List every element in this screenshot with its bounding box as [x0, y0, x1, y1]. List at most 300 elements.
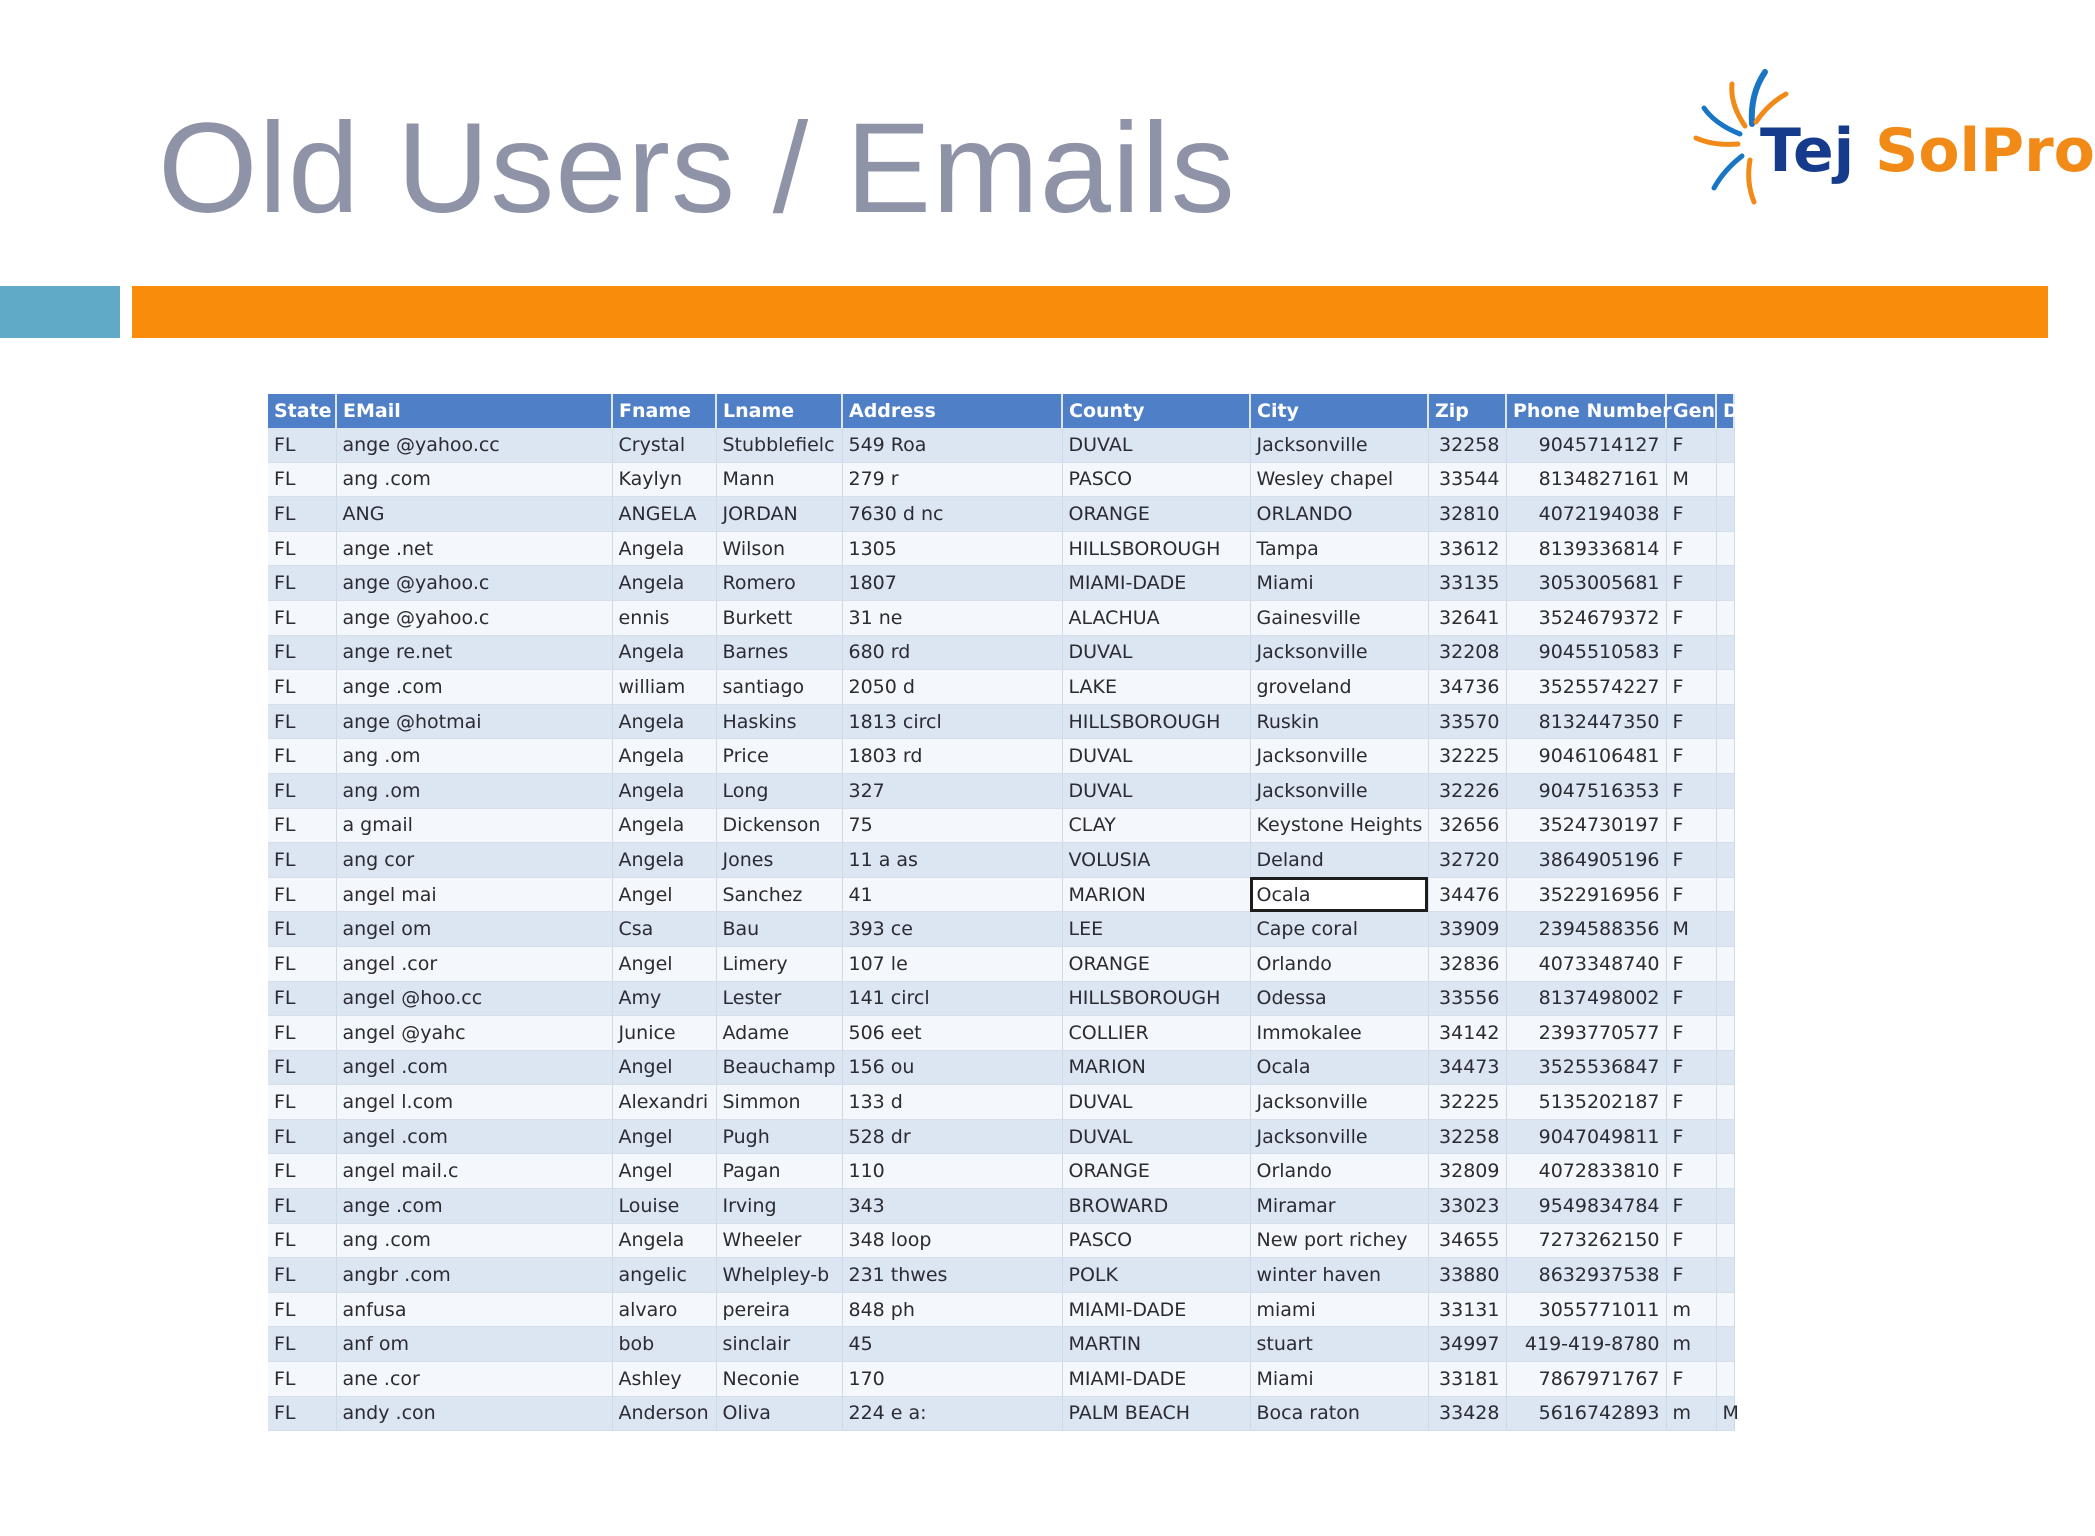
cell-lname[interactable]: Barnes — [716, 635, 842, 670]
cell-lname[interactable]: JORDAN — [716, 497, 842, 532]
cell-address[interactable]: 343 — [842, 1189, 1062, 1224]
cell-phone[interactable]: 9047516353 — [1506, 773, 1666, 808]
cell-extra[interactable] — [1716, 877, 1734, 912]
cell-extra[interactable]: M — [1716, 1396, 1734, 1431]
cell-zip[interactable]: 33570 — [1428, 704, 1506, 739]
cell-phone[interactable]: 9046106481 — [1506, 739, 1666, 774]
cell-county[interactable]: COLLIER — [1062, 1016, 1250, 1051]
cell-state[interactable]: FL — [268, 670, 336, 705]
cell-phone[interactable]: 7273262150 — [1506, 1223, 1666, 1258]
cell-email[interactable]: angel om — [336, 912, 612, 947]
cell-zip[interactable]: 32720 — [1428, 843, 1506, 878]
cell-extra[interactable] — [1716, 1050, 1734, 1085]
cell-email[interactable]: ang .com — [336, 1223, 612, 1258]
cell-zip[interactable]: 33909 — [1428, 912, 1506, 947]
cell-lname[interactable]: Sanchez — [716, 877, 842, 912]
cell-fname[interactable]: Angela — [612, 704, 716, 739]
cell-zip[interactable]: 33023 — [1428, 1189, 1506, 1224]
cell-state[interactable]: FL — [268, 1362, 336, 1397]
cell-phone[interactable]: 2393770577 — [1506, 1016, 1666, 1051]
cell-gender[interactable]: F — [1666, 428, 1716, 462]
cell-gender[interactable]: F — [1666, 1119, 1716, 1154]
cell-address[interactable]: 7630 d nc — [842, 497, 1062, 532]
cell-county[interactable]: ORANGE — [1062, 946, 1250, 981]
cell-zip[interactable]: 32226 — [1428, 773, 1506, 808]
cell-address[interactable]: 1807 — [842, 566, 1062, 601]
cell-extra[interactable] — [1716, 773, 1734, 808]
cell-city[interactable]: Odessa — [1250, 981, 1428, 1016]
cell-city[interactable]: Jacksonville — [1250, 1119, 1428, 1154]
cell-extra[interactable] — [1716, 462, 1734, 497]
cell-county[interactable]: PALM BEACH — [1062, 1396, 1250, 1431]
cell-gender[interactable]: F — [1666, 877, 1716, 912]
cell-fname[interactable]: william — [612, 670, 716, 705]
cell-address[interactable]: 75 — [842, 808, 1062, 843]
cell-email[interactable]: angel mail.c — [336, 1154, 612, 1189]
cell-email[interactable]: angel .com — [336, 1119, 612, 1154]
cell-fname[interactable]: Ashley — [612, 1362, 716, 1397]
cell-extra[interactable] — [1716, 1119, 1734, 1154]
cell-gender[interactable]: F — [1666, 1085, 1716, 1120]
cell-county[interactable]: LAKE — [1062, 670, 1250, 705]
cell-gender[interactable]: F — [1666, 946, 1716, 981]
cell-gender[interactable]: F — [1666, 739, 1716, 774]
cell-city[interactable]: Jacksonville — [1250, 635, 1428, 670]
cell-fname[interactable]: Angel — [612, 1154, 716, 1189]
cell-extra[interactable] — [1716, 497, 1734, 532]
cell-phone[interactable]: 5135202187 — [1506, 1085, 1666, 1120]
cell-lname[interactable]: Stubblefielc — [716, 428, 842, 462]
cell-address[interactable]: 11 a as — [842, 843, 1062, 878]
cell-city[interactable]: Gainesville — [1250, 600, 1428, 635]
cell-lname[interactable]: Dickenson — [716, 808, 842, 843]
cell-address[interactable]: 133 d — [842, 1085, 1062, 1120]
cell-fname[interactable]: Crystal — [612, 428, 716, 462]
cell-phone[interactable]: 9047049811 — [1506, 1119, 1666, 1154]
cell-extra[interactable] — [1716, 1292, 1734, 1327]
cell-county[interactable]: LEE — [1062, 912, 1250, 947]
cell-address[interactable]: 41 — [842, 877, 1062, 912]
cell-state[interactable]: FL — [268, 981, 336, 1016]
cell-county[interactable]: MIAMI-DADE — [1062, 1362, 1250, 1397]
cell-email[interactable]: anf om — [336, 1327, 612, 1362]
cell-city[interactable]: Miramar — [1250, 1189, 1428, 1224]
cell-email[interactable]: ane .cor — [336, 1362, 612, 1397]
cell-zip[interactable]: 32809 — [1428, 1154, 1506, 1189]
cell-fname[interactable]: Angela — [612, 773, 716, 808]
cell-email[interactable]: ange .com — [336, 670, 612, 705]
cell-lname[interactable]: santiago — [716, 670, 842, 705]
cell-phone[interactable]: 8137498002 — [1506, 981, 1666, 1016]
cell-state[interactable]: FL — [268, 773, 336, 808]
cell-zip[interactable]: 33428 — [1428, 1396, 1506, 1431]
cell-email[interactable]: ange .net — [336, 531, 612, 566]
cell-address[interactable]: 327 — [842, 773, 1062, 808]
cell-extra[interactable] — [1716, 912, 1734, 947]
cell-extra[interactable] — [1716, 1189, 1734, 1224]
cell-gender[interactable]: F — [1666, 1189, 1716, 1224]
cell-county[interactable]: MARION — [1062, 877, 1250, 912]
cell-address[interactable]: 231 thwes — [842, 1258, 1062, 1293]
cell-lname[interactable]: Romero — [716, 566, 842, 601]
cell-city[interactable]: Ocala — [1250, 1050, 1428, 1085]
cell-city[interactable]: miami — [1250, 1292, 1428, 1327]
cell-county[interactable]: MARION — [1062, 1050, 1250, 1085]
cell-city[interactable]: stuart — [1250, 1327, 1428, 1362]
cell-zip[interactable]: 32208 — [1428, 635, 1506, 670]
cell-lname[interactable]: Lester — [716, 981, 842, 1016]
cell-email[interactable]: angbr .com — [336, 1258, 612, 1293]
cell-gender[interactable]: F — [1666, 704, 1716, 739]
cell-gender[interactable]: F — [1666, 808, 1716, 843]
cell-address[interactable]: 110 — [842, 1154, 1062, 1189]
cell-email[interactable]: ange @hotmai — [336, 704, 612, 739]
cell-lname[interactable]: Haskins — [716, 704, 842, 739]
cell-email[interactable]: anfusa — [336, 1292, 612, 1327]
cell-county[interactable]: CLAY — [1062, 808, 1250, 843]
cell-fname[interactable]: Angela — [612, 739, 716, 774]
cell-lname[interactable]: Jones — [716, 843, 842, 878]
cell-phone[interactable]: 8134827161 — [1506, 462, 1666, 497]
cell-email[interactable]: ange @yahoo.c — [336, 566, 612, 601]
cell-state[interactable]: FL — [268, 1154, 336, 1189]
cell-gender[interactable]: F — [1666, 1258, 1716, 1293]
cell-fname[interactable]: Angela — [612, 635, 716, 670]
cell-city[interactable]: Keystone Heights — [1250, 808, 1428, 843]
cell-extra[interactable] — [1716, 670, 1734, 705]
cell-phone[interactable]: 4072833810 — [1506, 1154, 1666, 1189]
cell-phone[interactable]: 7867971767 — [1506, 1362, 1666, 1397]
cell-gender[interactable]: F — [1666, 843, 1716, 878]
cell-state[interactable]: FL — [268, 497, 336, 532]
cell-extra[interactable] — [1716, 808, 1734, 843]
cell-fname[interactable]: Angel — [612, 946, 716, 981]
cell-zip[interactable]: 33135 — [1428, 566, 1506, 601]
cell-lname[interactable]: Whelpley-b — [716, 1258, 842, 1293]
cell-extra[interactable] — [1716, 566, 1734, 601]
cell-address[interactable]: 393 ce — [842, 912, 1062, 947]
cell-state[interactable]: FL — [268, 704, 336, 739]
column-header-phone[interactable]: Phone Number — [1506, 394, 1666, 428]
cell-zip[interactable]: 32810 — [1428, 497, 1506, 532]
cell-phone[interactable]: 3053005681 — [1506, 566, 1666, 601]
cell-state[interactable]: FL — [268, 1016, 336, 1051]
cell-city[interactable]: Cape coral — [1250, 912, 1428, 947]
cell-county[interactable]: MIAMI-DADE — [1062, 566, 1250, 601]
cell-gender[interactable]: F — [1666, 1016, 1716, 1051]
cell-address[interactable]: 224 e a: — [842, 1396, 1062, 1431]
cell-email[interactable]: ang .om — [336, 739, 612, 774]
cell-address[interactable]: 156 ou — [842, 1050, 1062, 1085]
cell-county[interactable]: HILLSBOROUGH — [1062, 531, 1250, 566]
cell-extra[interactable] — [1716, 946, 1734, 981]
cell-address[interactable]: 45 — [842, 1327, 1062, 1362]
column-header-address[interactable]: Address — [842, 394, 1062, 428]
cell-county[interactable]: BROWARD — [1062, 1189, 1250, 1224]
cell-gender[interactable]: F — [1666, 1362, 1716, 1397]
cell-county[interactable]: DUVAL — [1062, 1085, 1250, 1120]
cell-zip[interactable]: 33612 — [1428, 531, 1506, 566]
cell-city[interactable]: groveland — [1250, 670, 1428, 705]
cell-zip[interactable]: 33131 — [1428, 1292, 1506, 1327]
cell-fname[interactable]: Junice — [612, 1016, 716, 1051]
cell-address[interactable]: 141 circl — [842, 981, 1062, 1016]
cell-phone[interactable]: 5616742893 — [1506, 1396, 1666, 1431]
cell-address[interactable]: 348 loop — [842, 1223, 1062, 1258]
cell-phone[interactable]: 3525536847 — [1506, 1050, 1666, 1085]
cell-phone[interactable]: 8132447350 — [1506, 704, 1666, 739]
cell-gender[interactable]: m — [1666, 1292, 1716, 1327]
cell-address[interactable]: 848 ph — [842, 1292, 1062, 1327]
cell-lname[interactable]: Long — [716, 773, 842, 808]
cell-state[interactable]: FL — [268, 1119, 336, 1154]
cell-zip[interactable]: 34476 — [1428, 877, 1506, 912]
cell-address[interactable]: 549 Roa — [842, 428, 1062, 462]
cell-gender[interactable]: F — [1666, 773, 1716, 808]
cell-county[interactable]: HILLSBOROUGH — [1062, 704, 1250, 739]
cell-phone[interactable]: 9549834784 — [1506, 1189, 1666, 1224]
cell-extra[interactable] — [1716, 843, 1734, 878]
cell-email[interactable]: ang .om — [336, 773, 612, 808]
cell-phone[interactable]: 4073348740 — [1506, 946, 1666, 981]
cell-county[interactable]: DUVAL — [1062, 1119, 1250, 1154]
cell-phone[interactable]: 3055771011 — [1506, 1292, 1666, 1327]
cell-lname[interactable]: Simmon — [716, 1085, 842, 1120]
cell-zip[interactable]: 33181 — [1428, 1362, 1506, 1397]
cell-email[interactable]: angel mai — [336, 877, 612, 912]
cell-city[interactable]: Jacksonville — [1250, 773, 1428, 808]
cell-phone[interactable]: 4072194038 — [1506, 497, 1666, 532]
cell-lname[interactable]: Wheeler — [716, 1223, 842, 1258]
cell-state[interactable]: FL — [268, 1292, 336, 1327]
cell-zip[interactable]: 32225 — [1428, 1085, 1506, 1120]
cell-gender[interactable]: M — [1666, 912, 1716, 947]
cell-gender[interactable]: F — [1666, 1223, 1716, 1258]
cell-city[interactable]: Miami — [1250, 566, 1428, 601]
cell-phone[interactable]: 3525574227 — [1506, 670, 1666, 705]
cell-address[interactable]: 2050 d — [842, 670, 1062, 705]
cell-extra[interactable] — [1716, 1327, 1734, 1362]
cell-extra[interactable] — [1716, 1258, 1734, 1293]
cell-county[interactable]: ORANGE — [1062, 1154, 1250, 1189]
cell-extra[interactable] — [1716, 1223, 1734, 1258]
cell-state[interactable]: FL — [268, 1223, 336, 1258]
column-header-email[interactable]: EMail — [336, 394, 612, 428]
cell-state[interactable]: FL — [268, 1050, 336, 1085]
cell-fname[interactable]: Angel — [612, 877, 716, 912]
cell-address[interactable]: 1305 — [842, 531, 1062, 566]
cell-address[interactable]: 31 ne — [842, 600, 1062, 635]
cell-county[interactable]: PASCO — [1062, 462, 1250, 497]
cell-fname[interactable]: ANGELA — [612, 497, 716, 532]
cell-lname[interactable]: Irving — [716, 1189, 842, 1224]
cell-gender[interactable]: F — [1666, 1154, 1716, 1189]
cell-state[interactable]: FL — [268, 1085, 336, 1120]
cell-phone[interactable]: 8139336814 — [1506, 531, 1666, 566]
cell-county[interactable]: DUVAL — [1062, 635, 1250, 670]
cell-email[interactable]: ange .com — [336, 1189, 612, 1224]
cell-email[interactable]: angel @yahc — [336, 1016, 612, 1051]
cell-county[interactable]: VOLUSIA — [1062, 843, 1250, 878]
cell-lname[interactable]: Pagan — [716, 1154, 842, 1189]
cell-fname[interactable]: Angela — [612, 531, 716, 566]
cell-address[interactable]: 1813 circl — [842, 704, 1062, 739]
cell-email[interactable]: ange re.net — [336, 635, 612, 670]
cell-zip[interactable]: 33544 — [1428, 462, 1506, 497]
cell-fname[interactable]: Csa — [612, 912, 716, 947]
cell-lname[interactable]: Burkett — [716, 600, 842, 635]
cell-city[interactable]: New port richey — [1250, 1223, 1428, 1258]
cell-lname[interactable]: Beauchamp — [716, 1050, 842, 1085]
cell-lname[interactable]: Bau — [716, 912, 842, 947]
cell-lname[interactable]: Price — [716, 739, 842, 774]
cell-city[interactable]: Tampa — [1250, 531, 1428, 566]
cell-gender[interactable]: m — [1666, 1396, 1716, 1431]
cell-phone[interactable]: 8632937538 — [1506, 1258, 1666, 1293]
cell-gender[interactable]: M — [1666, 462, 1716, 497]
cell-phone[interactable]: 9045510583 — [1506, 635, 1666, 670]
cell-extra[interactable] — [1716, 739, 1734, 774]
cell-extra[interactable] — [1716, 1154, 1734, 1189]
cell-extra[interactable] — [1716, 600, 1734, 635]
cell-zip[interactable]: 32258 — [1428, 1119, 1506, 1154]
cell-lname[interactable]: Adame — [716, 1016, 842, 1051]
cell-email[interactable]: ang .com — [336, 462, 612, 497]
cell-fname[interactable]: Angela — [612, 1223, 716, 1258]
cell-fname[interactable]: alvaro — [612, 1292, 716, 1327]
cell-fname[interactable]: Angela — [612, 843, 716, 878]
cell-lname[interactable]: Oliva — [716, 1396, 842, 1431]
cell-extra[interactable] — [1716, 635, 1734, 670]
cell-city[interactable]: Boca raton — [1250, 1396, 1428, 1431]
cell-zip[interactable]: 33556 — [1428, 981, 1506, 1016]
cell-fname[interactable]: Angela — [612, 566, 716, 601]
cell-state[interactable]: FL — [268, 808, 336, 843]
cell-gender[interactable]: m — [1666, 1327, 1716, 1362]
cell-lname[interactable]: pereira — [716, 1292, 842, 1327]
cell-county[interactable]: PASCO — [1062, 1223, 1250, 1258]
cell-county[interactable]: MIAMI-DADE — [1062, 1292, 1250, 1327]
cell-lname[interactable]: Neconie — [716, 1362, 842, 1397]
cell-county[interactable]: ORANGE — [1062, 497, 1250, 532]
cell-address[interactable]: 528 dr — [842, 1119, 1062, 1154]
cell-fname[interactable]: Louise — [612, 1189, 716, 1224]
cell-extra[interactable] — [1716, 1085, 1734, 1120]
cell-state[interactable]: FL — [268, 600, 336, 635]
cell-state[interactable]: FL — [268, 843, 336, 878]
cell-email[interactable]: andy .con — [336, 1396, 612, 1431]
cell-fname[interactable]: Angela — [612, 808, 716, 843]
cell-city[interactable]: Miami — [1250, 1362, 1428, 1397]
cell-city[interactable]: Orlando — [1250, 946, 1428, 981]
cell-fname[interactable]: ennis — [612, 600, 716, 635]
cell-phone[interactable]: 2394588356 — [1506, 912, 1666, 947]
cell-email[interactable]: ang cor — [336, 843, 612, 878]
cell-phone[interactable]: 9045714127 — [1506, 428, 1666, 462]
column-header-city[interactable]: City — [1250, 394, 1428, 428]
cell-extra[interactable] — [1716, 1362, 1734, 1397]
cell-zip[interactable]: 32836 — [1428, 946, 1506, 981]
cell-gender[interactable]: F — [1666, 635, 1716, 670]
cell-lname[interactable]: sinclair — [716, 1327, 842, 1362]
cell-city[interactable]: Jacksonville — [1250, 1085, 1428, 1120]
cell-address[interactable]: 279 r — [842, 462, 1062, 497]
cell-city[interactable]: Ocala — [1250, 877, 1428, 912]
cell-extra[interactable] — [1716, 981, 1734, 1016]
cell-zip[interactable]: 34736 — [1428, 670, 1506, 705]
cell-zip[interactable]: 32225 — [1428, 739, 1506, 774]
cell-zip[interactable]: 32641 — [1428, 600, 1506, 635]
cell-county[interactable]: DUVAL — [1062, 773, 1250, 808]
cell-phone[interactable]: 3864905196 — [1506, 843, 1666, 878]
cell-state[interactable]: FL — [268, 635, 336, 670]
cell-address[interactable]: 107 le — [842, 946, 1062, 981]
cell-state[interactable]: FL — [268, 566, 336, 601]
cell-address[interactable]: 680 rd — [842, 635, 1062, 670]
cell-email[interactable]: ANG — [336, 497, 612, 532]
cell-lname[interactable]: Mann — [716, 462, 842, 497]
cell-zip[interactable]: 34997 — [1428, 1327, 1506, 1362]
column-header-zip[interactable]: Zip — [1428, 394, 1506, 428]
cell-email[interactable]: ange @yahoo.cc — [336, 428, 612, 462]
cell-gender[interactable]: F — [1666, 531, 1716, 566]
column-header-extra[interactable]: D — [1716, 394, 1734, 428]
column-header-lname[interactable]: Lname — [716, 394, 842, 428]
cell-city[interactable]: Wesley chapel — [1250, 462, 1428, 497]
cell-county[interactable]: DUVAL — [1062, 739, 1250, 774]
cell-email[interactable]: angel @hoo.cc — [336, 981, 612, 1016]
cell-email[interactable]: a gmail — [336, 808, 612, 843]
cell-phone[interactable]: 419-419-8780 — [1506, 1327, 1666, 1362]
cell-city[interactable]: Deland — [1250, 843, 1428, 878]
cell-zip[interactable]: 34655 — [1428, 1223, 1506, 1258]
cell-extra[interactable] — [1716, 428, 1734, 462]
cell-email[interactable]: angel l.com — [336, 1085, 612, 1120]
cell-extra[interactable] — [1716, 1016, 1734, 1051]
cell-zip[interactable]: 33880 — [1428, 1258, 1506, 1293]
cell-zip[interactable]: 34142 — [1428, 1016, 1506, 1051]
cell-county[interactable]: ALACHUA — [1062, 600, 1250, 635]
cell-fname[interactable]: Angel — [612, 1050, 716, 1085]
cell-gender[interactable]: F — [1666, 566, 1716, 601]
cell-gender[interactable]: F — [1666, 497, 1716, 532]
cell-email[interactable]: angel .com — [336, 1050, 612, 1085]
cell-zip[interactable]: 32258 — [1428, 428, 1506, 462]
cell-phone[interactable]: 3522916956 — [1506, 877, 1666, 912]
cell-address[interactable]: 1803 rd — [842, 739, 1062, 774]
cell-state[interactable]: FL — [268, 946, 336, 981]
cell-state[interactable]: FL — [268, 739, 336, 774]
cell-fname[interactable]: Alexandri — [612, 1085, 716, 1120]
cell-state[interactable]: FL — [268, 1258, 336, 1293]
cell-phone[interactable]: 3524679372 — [1506, 600, 1666, 635]
cell-city[interactable]: ORLANDO — [1250, 497, 1428, 532]
cell-state[interactable]: FL — [268, 462, 336, 497]
cell-extra[interactable] — [1716, 704, 1734, 739]
cell-state[interactable]: FL — [268, 1189, 336, 1224]
cell-city[interactable]: Immokalee — [1250, 1016, 1428, 1051]
cell-state[interactable]: FL — [268, 912, 336, 947]
cell-fname[interactable]: Amy — [612, 981, 716, 1016]
cell-fname[interactable]: angelic — [612, 1258, 716, 1293]
cell-lname[interactable]: Limery — [716, 946, 842, 981]
cell-county[interactable]: MARTIN — [1062, 1327, 1250, 1362]
cell-county[interactable]: DUVAL — [1062, 428, 1250, 462]
cell-gender[interactable]: F — [1666, 981, 1716, 1016]
cell-city[interactable]: Jacksonville — [1250, 739, 1428, 774]
cell-city[interactable]: winter haven — [1250, 1258, 1428, 1293]
cell-fname[interactable]: Anderson — [612, 1396, 716, 1431]
